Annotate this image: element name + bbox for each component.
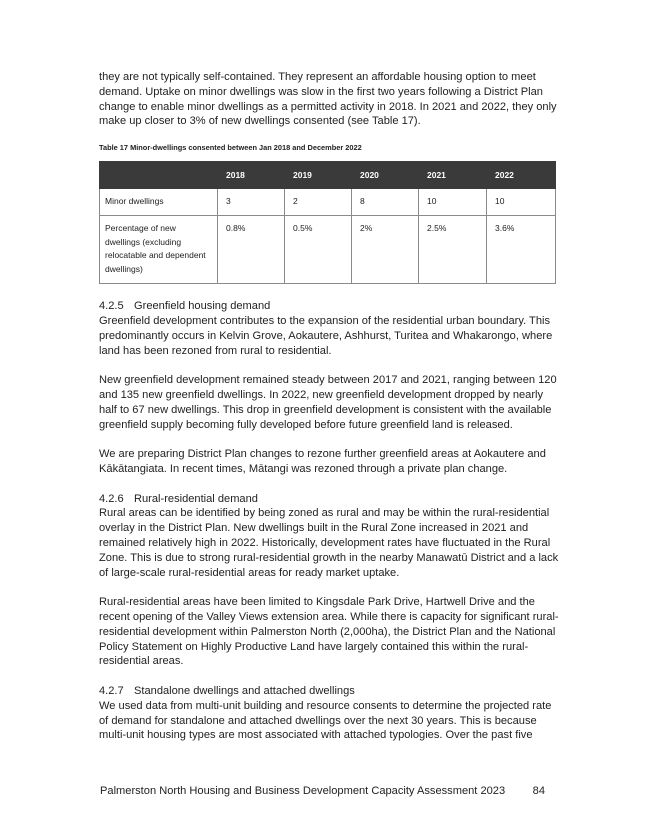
table-header-cell: 2019 xyxy=(285,162,352,189)
table-header-cell xyxy=(100,162,218,189)
paragraph: Rural areas can be identified by being zoned as rural and may be within the rural-residential overlay in the District Plan. New dwellings built in the Rural Zone increased in 2021 and remained relatively high in 2022. Historically, development rates have fluctuated in the Rural Zone. This is due to strong rural-residential growth in the nearby Manawatū District and a lack of large-scale rural-residential areas for ready market uptake. xyxy=(99,507,559,579)
table-header-cell: 2021 xyxy=(419,162,487,189)
paragraph: Greenfield development contributes to the expansion of the residential urban boundary. This predominantly occurs in Kelvin Grove, Aokautere, Ashhurst, Turitea and Whakarongo, where land has been rezoned from rural to residential. xyxy=(99,314,553,357)
table-header-cell: 2018 xyxy=(218,162,285,189)
section-heading-4-2-6 xyxy=(99,492,559,507)
table-cell: 10 xyxy=(487,189,556,216)
intro-paragraph: they are not typically self-contained. They represent an affordable housing option to meet demand. Uptake on minor dwellings was slow in the first two years following a District Plan change to enable minor dwellings as a permitted activity in 2018. In 2021 and 2022, they only make up closer to 3% of new dwellings consented (see Table 17). xyxy=(99,71,557,128)
section-title: Rural-residential demand xyxy=(134,492,258,505)
table-row xyxy=(100,216,556,284)
table-cell: 0.8% xyxy=(218,216,285,284)
section-heading-4-2-7 xyxy=(99,684,559,699)
paragraph: Rural-residential areas have been limited to Kingsdale Park Drive, Hartwell Drive and the recent opening of the Valley Views extension area. While there is capacity for significant rural-residential development within Palmerston North (2,000ha), the District Plan and the National Policy Statement on Highly Productive Land have largely contained this within the rural-residential areas. xyxy=(99,596,559,668)
table-cell: 2% xyxy=(352,216,419,284)
section-heading-4-2-5 xyxy=(99,299,559,314)
table-cell: 0.5% xyxy=(285,216,352,284)
table-cell: Minor dwellings xyxy=(100,189,218,216)
table-cell: 3.6% xyxy=(487,216,556,284)
paragraph: New greenfield development remained steady between 2017 and 2021, ranging between 120 and 135 new greenfield dwellings. In 2022, new greenfield development dropped by nearly half to 67 new dwellings. This drop in greenfield development is consistent with the available greenfield supply becoming fully developed before future greenfield land is released. xyxy=(99,374,557,431)
section-title: Greenfield housing demand xyxy=(134,300,271,313)
table-cell: 10 xyxy=(419,189,487,216)
minor-dwellings-table xyxy=(99,161,556,284)
table-cell: 8 xyxy=(352,189,419,216)
footer-title: Palmerston North Housing and Business Development Capacity Assessment 2023 xyxy=(100,785,506,797)
table-cell: 2 xyxy=(285,189,352,216)
section-number: 4.2.7 xyxy=(99,684,124,697)
section-number: 4.2.5 xyxy=(99,300,124,313)
table-row xyxy=(100,189,556,216)
page-number: 84 xyxy=(532,785,545,797)
table-header-row xyxy=(100,162,556,189)
paragraph: We used data from multi-unit building and resource consents to determine the projected rate of demand for standalone and attached dwellings over the next 30 years. This is because multi-unit housing types are most associated with attached typologies. Over the past five xyxy=(99,699,552,742)
page-content xyxy=(99,70,559,743)
page-footer xyxy=(100,784,545,798)
table-cell: Percentage of new dwellings (excluding relocatable and dependent dwellings) xyxy=(100,216,218,284)
table-cell: 3 xyxy=(218,189,285,216)
paragraph: We are preparing District Plan changes to rezone further greenfield areas at Aokautere and Kākātangiata. In recent times, Mātangi was rezoned through a private plan change. xyxy=(99,448,546,475)
table-cell: 2.5% xyxy=(419,216,487,284)
section-title: Standalone dwellings and attached dwellings xyxy=(134,684,355,697)
table-caption: Table 17 Minor-dwellings consented between Jan 2018 and December 2022 xyxy=(99,143,362,153)
table-header-cell: 2020 xyxy=(352,162,419,189)
table-header-cell: 2022 xyxy=(487,162,556,189)
section-number: 4.2.6 xyxy=(99,492,124,505)
